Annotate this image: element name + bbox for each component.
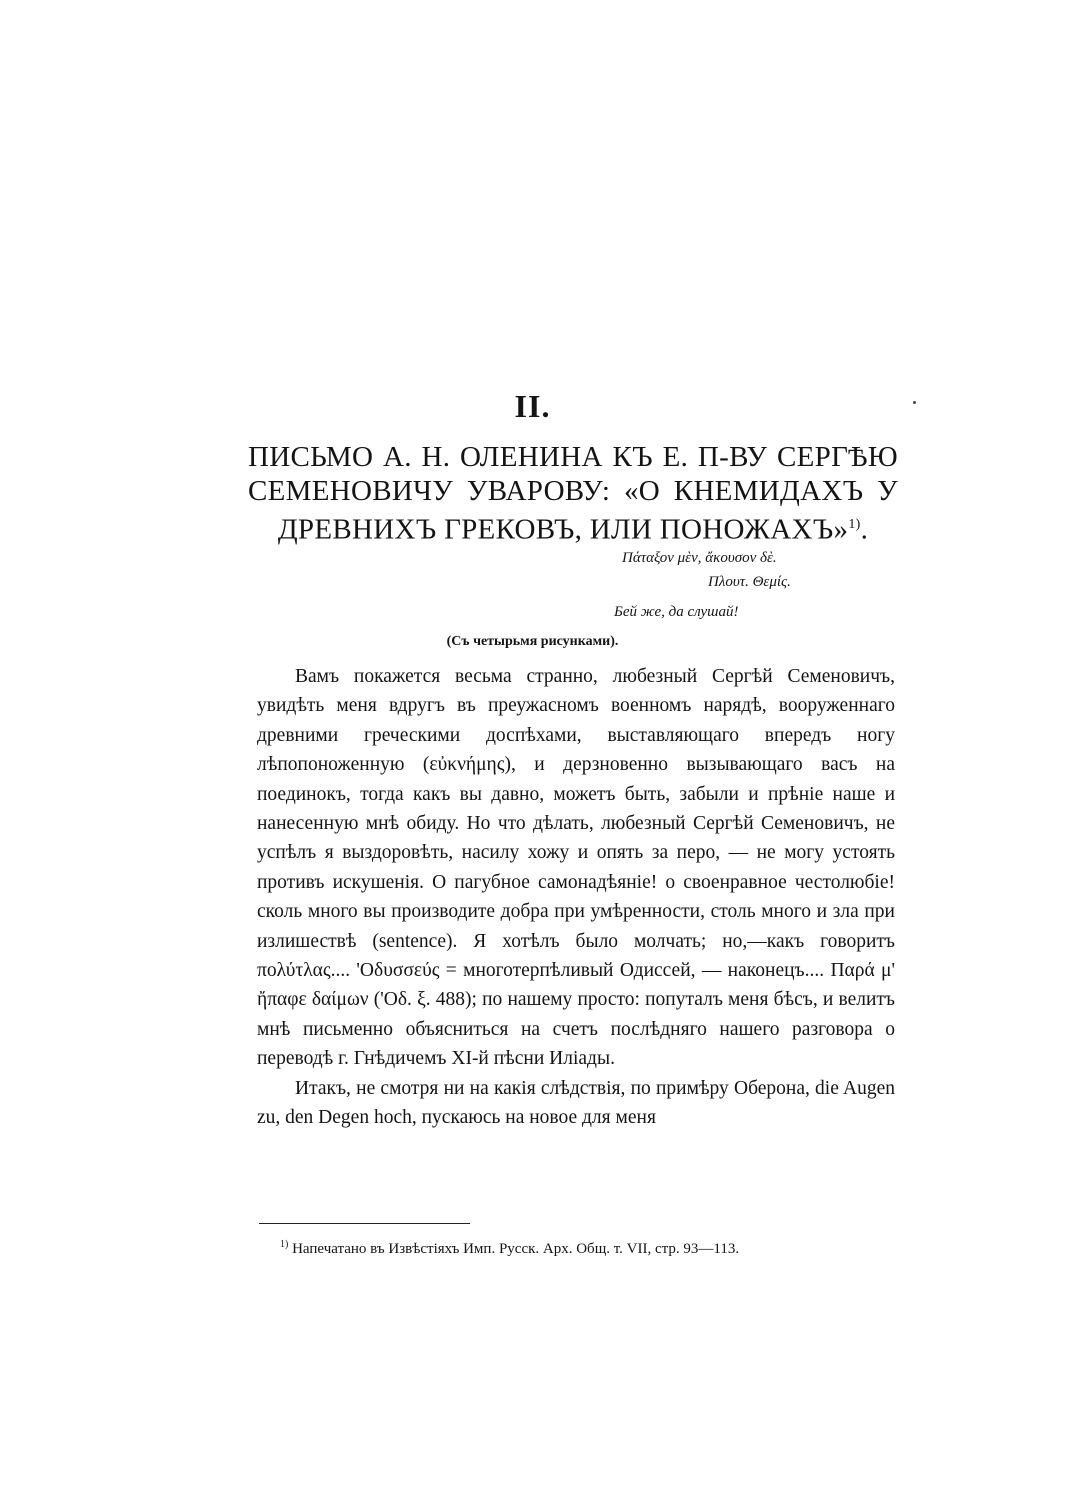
footnote [280,1239,900,1258]
section-numeral: II. [514,388,551,424]
footnote-divider [259,1223,470,1224]
subtitle-illustrations: (Съ четырьмя рисунками). [446,634,619,649]
footnote-mark: 1) [280,1239,289,1250]
paragraph-1: Вамъ покажется весьма странно, любезный Сергѣй Семеновичъ, увидѣть меня вдругъ въ преужасномъ военномъ нарядѣ, вооруженнаго древними греческими доспѣхами, выставляющаго впередъ ногу лѣпопоноженную (εὐκνήμης), и дерзновенно вызывающаго васъ на поединокъ, тогда какъ вы давно, можетъ быть, забыли и прѣніе наше и нанесенную мнѣ обиду. Но что дѣлать, любезный Сергѣй Семеновичъ, не успѣлъ я выздоровѣть, насилу хожу и опять за перо, — не могу устоять противъ искушенія. О пагубное самонадѣяніе! о своенравное честолюбіе! сколь много вы производите добра при умѣренности, столь много и зла при излишествѣ (sentence). Я хотѣлъ было молчать; но,—какъ говоритъ πολύτλας.... 'Οδυσσεύς = многотерпѣливый Одиссей, — наконецъ.... Παρά μ' ἤπαφε δαίμων ('Οδ. ξ. 488); по нашему просто: попуталъ меня бѣсъ, и велитъ мнѣ письменно объясниться на счетъ послѣдняго нашего разговора о переводѣ г. Гнѣдичемъ XI-й пѣсни Иліады. [257,666,895,1070]
title-footnote-ref: 1) [848,517,861,532]
footnote-text: Напечатано въ Извѣстіяхъ Имп. Русск. Арх. Общ. т. VII, стр. 93—113. [292,1241,740,1257]
title-text: ПИСЬМО А. Н. ОЛЕНИНА КЪ Е. П-ВУ СЕРГѢЮ СЕМЕНОВИЧУ УВАРОВУ: «О КНЕМИДАХЪ У ДРЕВНИХЪ ГРЕКОВЪ, ИЛИ ПОНОЖАХЪ» [248,441,898,546]
body-text [257,662,895,1133]
epigraph-russian: Бей же, да слушай! [614,604,739,620]
epigraph-greek: Πάταξον μὲν, ἄκουσον δὲ. [622,550,777,566]
epigraph-source: Πλουτ. Θεμίς. [708,574,791,590]
paper-speck [913,401,916,404]
paragraph-2: Итакъ, не смотря ни на какія слѣдствія, по примѣру Оберона, die Augen zu, den Degen hoch, пускаюсь на новое для меня [257,1077,895,1129]
title-end: . [860,513,869,546]
letter-title [248,440,898,547]
